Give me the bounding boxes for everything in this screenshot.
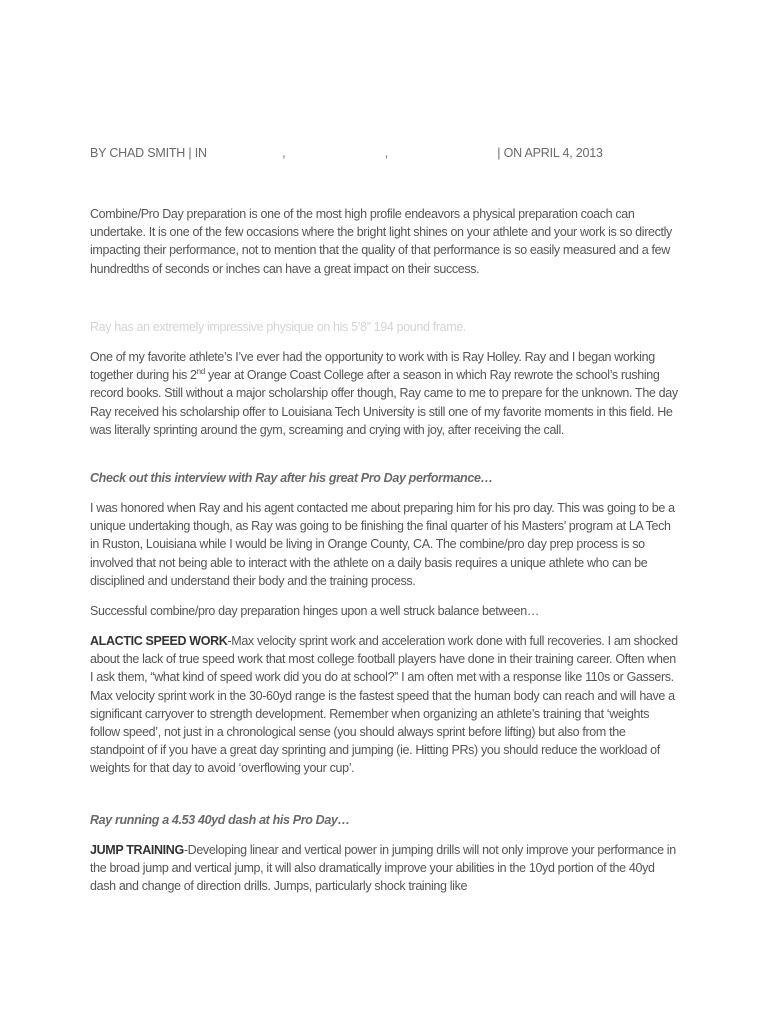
paragraph-balance: [90, 602, 682, 620]
byline-author[interactable]: BY CHAD SMITH: [90, 146, 186, 160]
para2-superscript: nd: [196, 367, 205, 377]
paragraph-pro-day-text: I was honored when Ray and his agent contacted me about preparing him for his pro day. This was going to be a unique undertaking though, as Ray was going to be finishing the final quarter of his Masters’ program at LA Tech in Ruston, Louisiana while I would be living in Orange County, CA. The combine/pro day prep process is so involved that not being able to interact with the athlete on a daily basis requires a unique athlete who can be disciplined and understand their body and the training process.: [90, 501, 675, 588]
alactic-paragraph: [90, 632, 682, 778]
para2-part1: One of my favorite athlete’s I’ve ever had the opportunity to work with is Ray Holley. Ray and I began working together during his 2: [90, 350, 655, 383]
alactic-heading: ALACTIC SPEED WORK: [90, 634, 228, 648]
byline-comma-1: ,: [282, 146, 286, 160]
interview-link-text[interactable]: Check out this interview with Ray after his great Pro Day performance…: [90, 471, 493, 485]
intro-paragraph: [90, 205, 682, 278]
paragraph-ray-holley: [90, 348, 682, 439]
interview-link[interactable]: [90, 469, 682, 487]
para2-part2: year at Orange Coast College after a season in which Ray rewrote the school’s rushing record books. Still without a major scholarship offer though, Ray came to me to prepare for the unknown. The day Ray received his scholarship offer to Louisiana Tech University is still one of my favorite moments in this field. He was literally sprinting around the gym, screaming and crying with joy, after receiving the call.: [90, 368, 678, 437]
byline-comma-2: ,: [384, 146, 388, 160]
jump-body: -Developing linear and vertical power in jumping drills will not only improve your performance in the broad jump and vertical jump, it will also dramatically improve your abilities in the 10yd portion of the 40yd dash and change of direction drills. Jumps, particularly shock training like: [90, 843, 676, 894]
paragraph-ray-holley-text: [90, 348, 682, 439]
dash-video-link-text[interactable]: Ray running a 4.53 40yd dash at his Pro Day…: [90, 813, 350, 827]
byline-in: IN: [194, 146, 207, 160]
section-jump-training: [90, 841, 682, 896]
photo-caption: [90, 318, 682, 336]
byline-separator: |: [188, 146, 192, 160]
jump-heading: JUMP TRAINING: [90, 843, 184, 857]
intro-text: Combine/Pro Day preparation is one of the most high profile endeavors a physical preparation coach can undertake. It is one of the few occasions where the bright light shines on your athlete and your work is so directly impacting their performance, not to mention that the quality of that performance is so easily measured and a few hundredths of seconds or inches can have a great impact on their success.: [90, 207, 672, 276]
paragraph-pro-day: [90, 499, 682, 590]
section-alactic-speed-work: [90, 632, 682, 778]
photo-caption-text: Ray has an extremely impressive physique on his 5’8” 194 pound frame.: [90, 320, 467, 334]
alactic-body: -Max velocity sprint work and acceleration work done with full recoveries. I am shocked about the lack of true speed work that most college football players have done in their training career. Often when I ask them, “what kind of speed work did you do at school?” I am often met with a response like 110s or Gassers. Max velocity sprint work in the 30-60yd range is the fastest speed that the human body can reach and will have a significant carryover to strength development. Remember when organizing an athlete’s training that ‘weights follow speed’, not just in a chronological sense (you should always sprint before lifting) but also from the standpoint of if you have a great day sprinting and jumping (ie. Hitting PRs) you should reduce the workload of weights for that day to avoid ‘overflowing your cup’.: [90, 634, 678, 776]
byline-date: | ON APRIL 4, 2013: [497, 146, 603, 160]
paragraph-balance-text: Successful combine/pro day preparation hinges upon a well struck balance between…: [90, 604, 540, 618]
byline: [90, 146, 682, 160]
jump-paragraph: [90, 841, 682, 896]
dash-video-link[interactable]: [90, 811, 682, 829]
